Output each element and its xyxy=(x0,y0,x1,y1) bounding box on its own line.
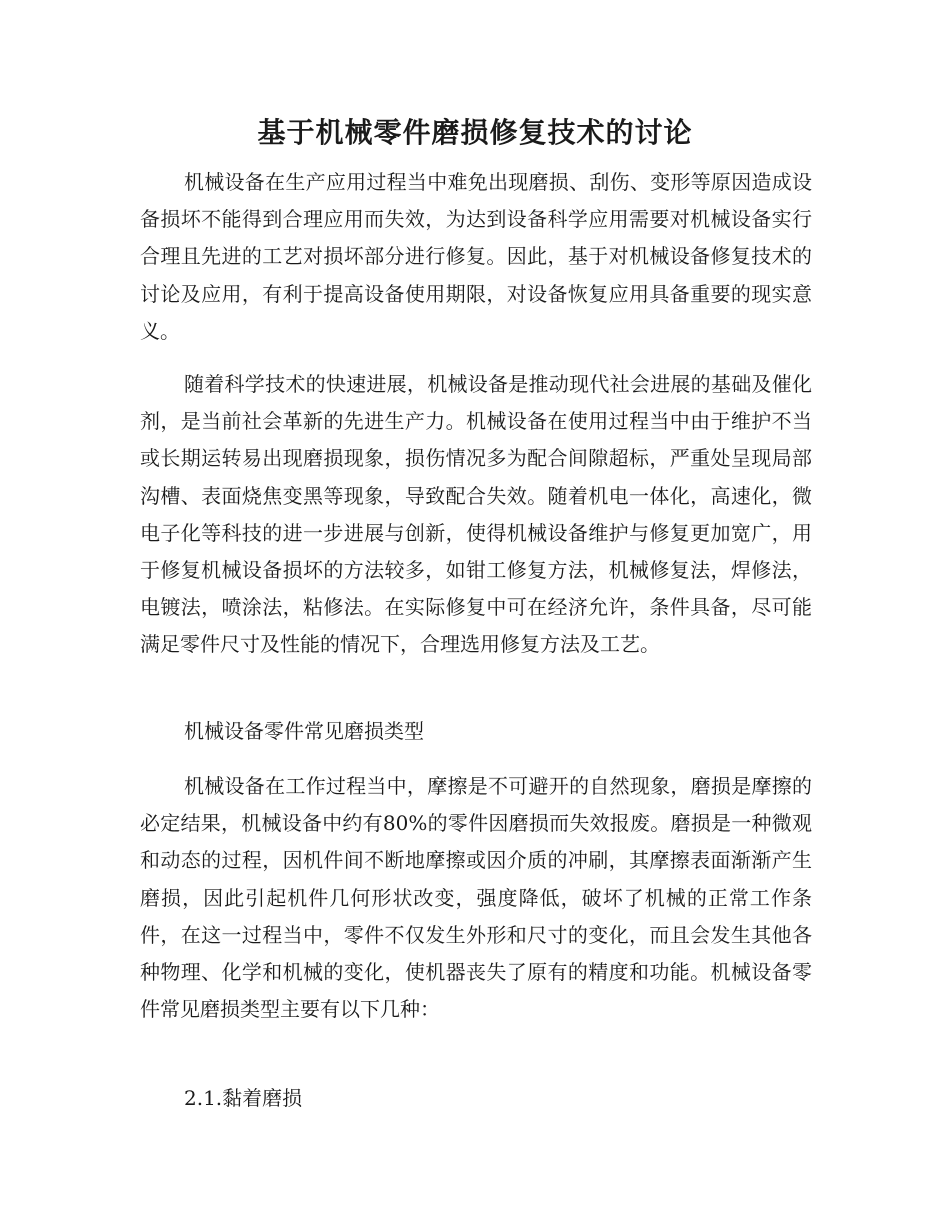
subsection-heading: 2.1.黏着磨损 xyxy=(184,1086,303,1110)
paragraph-wear-types: 机械设备在工作过程当中，摩擦是不可避开的自然现象，磨损是摩擦的必定结果，机械设备中约有80%的零件因磨损而失效报废。磨损是一种微观和动态的过程，因机件间不断地摩擦或因介质的冲刷，其摩擦表面渐渐产生磨损，因此引起机件几何形状改变，强度降低，破坏了机械的正常工作条件，在这一过程当中，零件不仅发生外形和尺寸的变化，而且会发生其他各种物理、化学和机械的变化，使机器丧失了原有的精度和功能。机械设备零件常见磨损类型主要有以下几种： xyxy=(140,774,812,1022)
paragraph-background: 随着科学技术的快速进展，机械设备是推动现代社会进展的基础及催化剂，是当前社会革新的先进生产力。机械设备在使用过程当中由于维护不当或长期运转易出现磨损现象，损伤情况多为配合间隙超标，严重处呈现局部沟槽、表面烧焦变黑等现象，导致配合失效。随着机电一体化，高速化，微电子化等科技的进一步进展与创新，使得机械设备维护与修复更加宽广，用于修复机械设备损坏的方法较多，如钳工修复方法，机械修复法，焊修法，电镀法，喷涂法，粘修法。在实际修复中可在经济允许，条件具备，尽可能满足零件尺寸及性能的情况下，合理选用修复方法及工艺。 xyxy=(140,372,812,657)
document-title: 基于机械零件磨损修复技术的讨论 xyxy=(257,116,693,149)
section-heading: 机械设备零件常见磨损类型 xyxy=(184,719,424,743)
paragraph-intro: 机械设备在生产应用过程当中难免出现磨损、刮伤、变形等原因造成设备损坏不能得到合理应用而失效，为达到设备科学应用需要对机械设备实行合理且先进的工艺对损坏部分进行修复。因此，基于对机械设备修复技术的讨论及应用，有利于提高设备使用期限，对设备恢复应用具备重要的现实意义。 xyxy=(140,170,812,343)
